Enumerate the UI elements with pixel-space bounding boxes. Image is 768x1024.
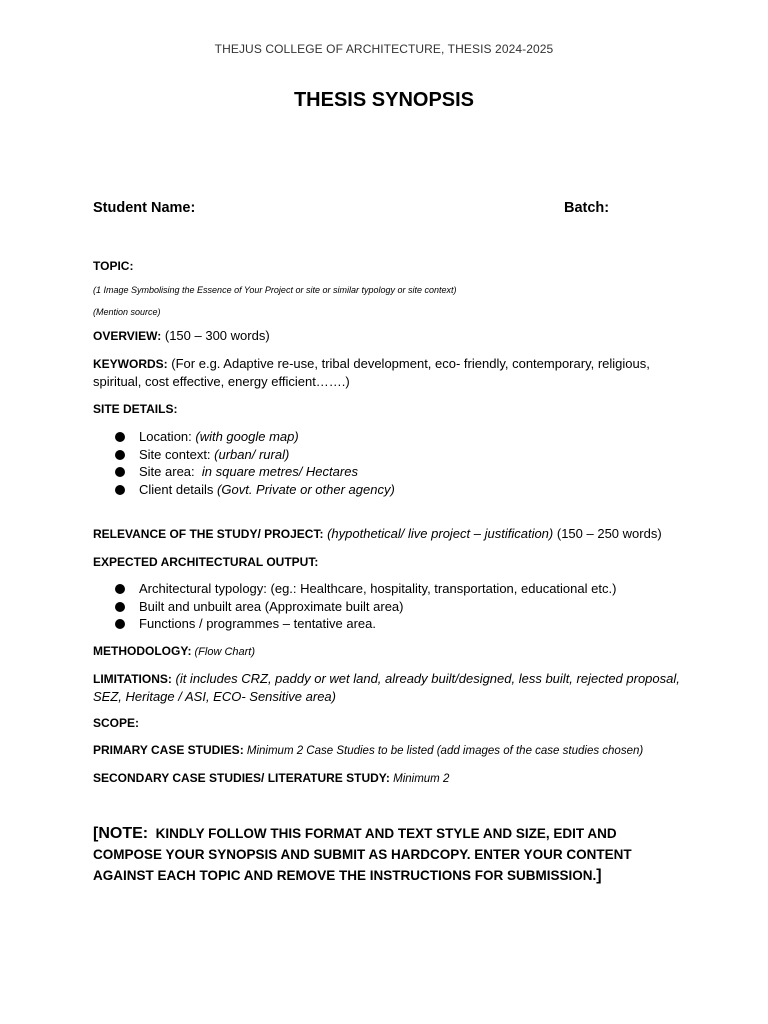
limitations-italic: (it includes CRZ, paddy or wet land, already built/designed, less built, rejected proposal, SEZ, Heritage / ASI, ECO- Sensitive area) — [93, 671, 680, 704]
bullet-icon — [115, 602, 125, 612]
note-suffix: ] — [596, 867, 602, 884]
bullet-icon — [115, 485, 125, 495]
list-item: Architectural typology: (eg.: Healthcare, hospitality, transportation, educational etc.) — [115, 580, 616, 598]
secondary-case-section — [93, 771, 449, 785]
list-item: Site area: in square metres/ Hectares — [115, 463, 395, 481]
keywords-text: (For e.g. Adaptive re-use, tribal development, eco- friendly, contemporary, religious, spiritual, cost effective, energy efficient…….) — [93, 356, 650, 389]
submission-note — [93, 823, 683, 886]
batch-label: Batch: — [564, 200, 610, 216]
keywords-section — [93, 355, 683, 391]
list-item: Built and unbuilt area (Approximate built area) — [115, 598, 616, 616]
relevance-text: (150 – 250 words) — [553, 526, 662, 541]
page-title: THESIS SYNOPSIS — [293, 89, 475, 111]
keywords-label: KEYWORDS: — [93, 357, 168, 371]
overview-text: (150 – 300 words) — [161, 328, 270, 343]
topic-image-note: (1 Image Symbolising the Essence of Your Project or site or similar typology or site context) — [93, 285, 457, 295]
site-details-list — [115, 428, 395, 498]
limitations-section — [93, 670, 683, 706]
primary-case-section — [93, 743, 643, 757]
scope-label: SCOPE: — [93, 716, 140, 730]
secondary-case-label: SECONDARY CASE STUDIES/ LITERATURE STUDY: — [93, 771, 390, 785]
primary-case-italic: Minimum 2 Case Studies to be listed (add images of the case studies chosen) — [243, 745, 644, 757]
relevance-label: RELEVANCE OF THE STUDY/ PROJECT: — [93, 527, 324, 541]
list-item: Location: (with google map) — [115, 428, 395, 446]
list-item: Client details (Govt. Private or other agency) — [115, 481, 395, 499]
list-item: Functions / programmes – tentative area. — [115, 615, 616, 633]
student-name-label: Student Name: — [93, 200, 196, 216]
institution-header: THEJUS COLLEGE OF ARCHITECTURE, THESIS 2024-2025 — [214, 42, 554, 56]
topic-label: TOPIC: — [93, 259, 134, 273]
relevance-italic: (hypothetical/ live project – justification) — [323, 526, 554, 541]
relevance-section — [93, 526, 662, 541]
expected-output-list — [115, 580, 616, 633]
note-prefix: [NOTE: — [93, 825, 149, 842]
bullet-icon — [115, 619, 125, 629]
note-text: KINDLY FOLLOW THIS FORMAT AND TEXT STYLE AND SIZE, EDIT AND COMPOSE YOUR SYNOPSIS AND SUBMIT AS HARDCOPY. ENTER YOUR CONTENT AGAINST EACH TOPIC AND REMOVE THE INSTRUCTIONS FOR SUBMISSION. — [93, 826, 635, 883]
secondary-case-italic: Minimum 2 — [389, 773, 450, 785]
topic-source-note: (Mention source) — [93, 307, 161, 317]
overview-section — [93, 328, 270, 343]
methodology-italic: (Flow Chart) — [191, 646, 255, 658]
expected-output-label: EXPECTED ARCHITECTURAL OUTPUT: — [93, 555, 319, 569]
limitations-label: LIMITATIONS: — [93, 672, 172, 686]
primary-case-label: PRIMARY CASE STUDIES: — [93, 743, 244, 757]
bullet-icon — [115, 432, 125, 442]
list-item: Site context: (urban/ rural) — [115, 446, 395, 464]
methodology-section — [93, 644, 255, 658]
bullet-icon — [115, 584, 125, 594]
overview-label: OVERVIEW: — [93, 329, 162, 343]
methodology-label: METHODOLOGY: — [93, 644, 192, 658]
bullet-icon — [115, 467, 125, 477]
site-details-label: SITE DETAILS: — [93, 402, 178, 416]
bullet-icon — [115, 450, 125, 460]
